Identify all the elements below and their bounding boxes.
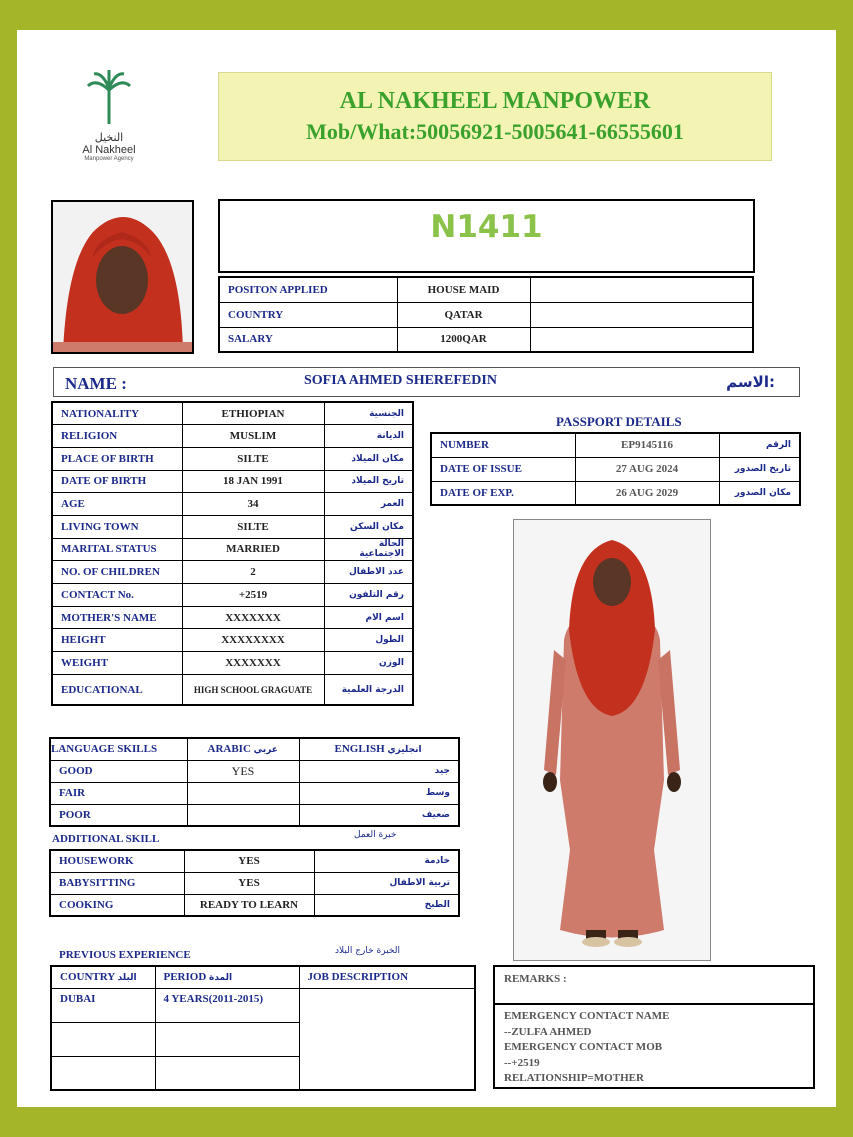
table-row: [52, 402, 413, 425]
country-label: COUNTRY: [219, 302, 397, 327]
poor-label: POOR: [50, 804, 187, 826]
passport-title: PASSPORT DETAILS: [556, 414, 682, 429]
field-arabic: الطول: [324, 629, 413, 652]
table-row: [52, 674, 413, 705]
field-arabic: الدرجة العلمية: [324, 674, 413, 705]
housework-label: HOUSEWORK: [50, 850, 184, 872]
experience-period: 4 YEARS(2011-2015): [155, 988, 299, 1022]
header-box: [218, 72, 772, 161]
field-label: CONTACT No.: [52, 584, 182, 607]
field-label: NO. OF CHILDREN: [52, 561, 182, 584]
field-label: WEIGHT: [52, 652, 182, 675]
passport-table: [430, 432, 801, 506]
field-value: +2519: [182, 584, 324, 607]
poor-arabic-value: [187, 804, 299, 826]
table-row: [50, 804, 459, 826]
additional-skill-title-arabic: خبرة العمل: [354, 830, 397, 840]
field-value: MUSLIM: [182, 425, 324, 448]
candidate-name: SOFIA AHMED SHEREFEDIN: [304, 373, 497, 388]
cooking-value: READY TO LEARN: [184, 894, 314, 916]
remarks-line: EMERGENCY CONTACT MOB: [504, 1041, 663, 1053]
table-row: [431, 481, 800, 505]
table-row: [51, 966, 475, 988]
table-row: [52, 470, 413, 493]
agency-logo: [53, 56, 165, 176]
good-label: GOOD: [50, 760, 187, 782]
logo-name: Al Nakheel: [82, 144, 136, 156]
field-label: MOTHER'S NAME: [52, 606, 182, 629]
reference-code-box: [218, 199, 755, 273]
field-value: 34: [182, 493, 324, 516]
country-col-en: COUNTRY: [60, 971, 115, 984]
field-label: HEIGHT: [52, 629, 182, 652]
table-row: [219, 302, 753, 327]
field-label: AGE: [52, 493, 182, 516]
name-label: NAME :: [65, 374, 127, 393]
passport-number-label: NUMBER: [431, 433, 575, 457]
field-arabic: الديانة: [324, 425, 413, 448]
table-row: [50, 760, 459, 782]
field-arabic: عدد الاطفال: [324, 561, 413, 584]
remarks-line: RELATIONSHIP=MOTHER: [504, 1072, 644, 1084]
field-value: 18 JAN 1991: [182, 470, 324, 493]
field-label: LIVING TOWN: [52, 515, 182, 538]
country-col-ar: البلد: [117, 973, 137, 984]
field-value: SILTE: [182, 447, 324, 470]
personal-details-table: [51, 401, 414, 706]
field-value: XXXXXXX: [182, 606, 324, 629]
table-row: [50, 738, 459, 760]
agency-title: AL NAKHEEL MANPOWER: [339, 88, 651, 114]
cooking-label: COOKING: [50, 894, 184, 916]
empty-cell: [530, 327, 753, 352]
field-value: MARRIED: [182, 538, 324, 561]
field-arabic: الوزن: [324, 652, 413, 675]
fair-arabic-label: وسط: [299, 782, 459, 804]
babysitting-label: BABYSITTING: [50, 872, 184, 894]
palm-logo-icon: [84, 68, 134, 126]
field-label: NATIONALITY: [52, 402, 182, 425]
arabic-col-en: ARABIC: [207, 743, 251, 756]
logo-arabic: النخيل: [94, 131, 124, 144]
table-row: [52, 652, 413, 675]
arabic-column-header: [187, 738, 299, 760]
table-row: [50, 894, 459, 916]
table-row: [219, 327, 753, 352]
field-value: SILTE: [182, 515, 324, 538]
english-col-ar: انجليزي: [387, 745, 422, 756]
table-row: [52, 515, 413, 538]
housework-value: YES: [184, 850, 314, 872]
remarks-lines: [495, 1005, 813, 1087]
full-body-photo: [513, 519, 711, 961]
arabic-col-ar: عربي: [253, 745, 278, 756]
table-row: [52, 425, 413, 448]
passport-number-arabic: الرقم: [719, 433, 800, 457]
table-row: [50, 850, 459, 872]
fair-arabic-value: [187, 782, 299, 804]
logo-sub: Manpower Agency: [84, 156, 134, 162]
cv-page: [17, 30, 836, 1107]
field-value: XXXXXXXX: [182, 629, 324, 652]
table-row: [51, 988, 475, 1022]
remarks-label: REMARKS :: [495, 967, 813, 1005]
position-value: HOUSE MAID: [397, 277, 530, 302]
babysitting-value: YES: [184, 872, 314, 894]
field-label: RELIGION: [52, 425, 182, 448]
experience-job: [299, 988, 475, 1090]
language-skills-table: [49, 737, 460, 827]
table-row: [219, 277, 753, 302]
cooking-arabic: الطبخ: [314, 894, 459, 916]
experience-title-arabic: الخبرة خارج البلاد: [335, 946, 400, 956]
experience-title: PREVIOUS EXPERIENCE: [59, 949, 191, 961]
field-arabic: تاريخ الميلاد: [324, 470, 413, 493]
remarks-box: [493, 965, 815, 1089]
portrait-photo: [51, 200, 194, 354]
table-row: [50, 782, 459, 804]
position-table: [218, 276, 754, 353]
field-value: 2: [182, 561, 324, 584]
field-arabic: مكان الميلاد: [324, 447, 413, 470]
additional-skills-table: [49, 849, 460, 917]
empty-cell: [155, 1056, 299, 1090]
field-value: XXXXXXX: [182, 652, 324, 675]
issue-date-value: 27 AUG 2024: [575, 457, 719, 481]
field-label: PLACE OF BIRTH: [52, 447, 182, 470]
table-row: [52, 629, 413, 652]
field-arabic: الحالة الاجتماعية: [324, 538, 413, 561]
field-arabic: مكان السكن: [324, 515, 413, 538]
period-column-header: [155, 966, 299, 988]
country-column-header: [51, 966, 155, 988]
table-row: [50, 872, 459, 894]
field-label: MARITAL STATUS: [52, 538, 182, 561]
salary-label: SALARY: [219, 327, 397, 352]
expiry-date-arabic: مكان الصدور: [719, 481, 800, 505]
period-col-ar: المدة: [209, 973, 233, 984]
empty-cell: [530, 302, 753, 327]
field-label: EDUCATIONAL: [52, 674, 182, 705]
poor-arabic-label: ضعيف: [299, 804, 459, 826]
english-col-en: ENGLISH: [334, 743, 385, 756]
issue-date-label: DATE OF ISSUE: [431, 457, 575, 481]
good-arabic-value: YES: [187, 760, 299, 782]
expiry-date-label: DATE OF EXP.: [431, 481, 575, 505]
good-arabic-label: جيد: [299, 760, 459, 782]
field-value: HIGH SCHOOL GRAGUATE: [182, 674, 324, 705]
name-bar: [53, 367, 800, 397]
table-row: [52, 561, 413, 584]
expiry-date-value: 26 AUG 2029: [575, 481, 719, 505]
remarks-line: --+2519: [504, 1056, 540, 1069]
table-row: [431, 433, 800, 457]
fair-label: FAIR: [50, 782, 187, 804]
agency-contact: Mob/What:50056921-5005641-66555601: [306, 119, 684, 144]
housework-arabic: خادمة: [314, 850, 459, 872]
empty-cell: [51, 1056, 155, 1090]
field-arabic: العمر: [324, 493, 413, 516]
table-row: [52, 493, 413, 516]
babysitting-arabic: تربية الاطفال: [314, 872, 459, 894]
position-label: POSITON APPLIED: [219, 277, 397, 302]
remarks-line: --ZULFA AHMED: [504, 1025, 592, 1038]
name-label-arabic: الاسم:: [726, 373, 775, 391]
field-label: DATE OF BIRTH: [52, 470, 182, 493]
issue-date-arabic: تاريخ الصدور: [719, 457, 800, 481]
additional-skill-title: ADDITIONAL SKILL: [52, 833, 160, 845]
table-row: [52, 606, 413, 629]
field-arabic: الجنسية: [324, 402, 413, 425]
table-row: [52, 447, 413, 470]
empty-cell: [155, 1022, 299, 1056]
period-col-en: PERIOD: [163, 971, 207, 984]
empty-cell: [51, 1022, 155, 1056]
language-header: LANGUAGE SKILLS: [50, 738, 187, 760]
empty-cell: [530, 277, 753, 302]
english-column-header: [299, 738, 459, 760]
experience-country: DUBAI: [51, 988, 155, 1022]
table-row: [52, 538, 413, 561]
field-arabic: رقم التلفون: [324, 584, 413, 607]
table-row: [52, 584, 413, 607]
field-value: ETHIOPIAN: [182, 402, 324, 425]
reference-code: N1411: [430, 209, 543, 245]
job-column-header: JOB DESCRIPTION: [299, 966, 475, 988]
passport-number-value: EP9145116: [575, 433, 719, 457]
country-value: QATAR: [397, 302, 530, 327]
remarks-line: EMERGENCY CONTACT NAME: [504, 1010, 670, 1022]
experience-table: [50, 965, 476, 1091]
table-row: [431, 457, 800, 481]
salary-value: 1200QAR: [397, 327, 530, 352]
field-arabic: اسم الام: [324, 606, 413, 629]
